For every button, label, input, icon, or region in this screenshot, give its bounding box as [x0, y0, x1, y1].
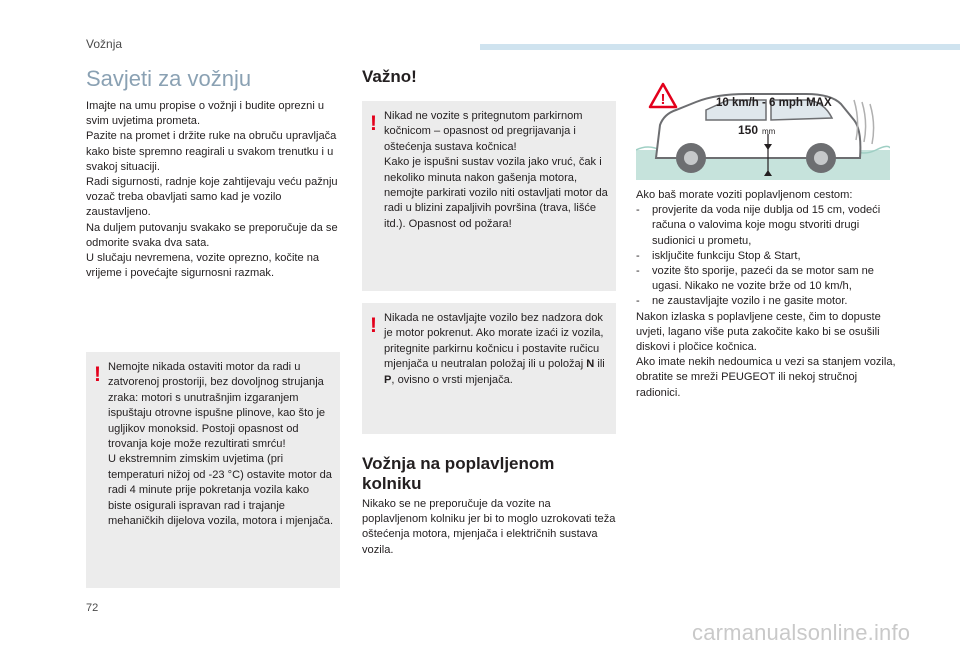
- warning-exclamation-icon: !: [94, 363, 101, 386]
- warning-paragraph: Nikad ne vozite s pritegnutom parkirnom kočnicom – opasnost od pregrijavanja i oštećenja sustava kočnica!: [384, 110, 583, 153]
- warning-box-unattended: [362, 303, 616, 434]
- speed-label: 10 km/h - 6 mph MAX: [716, 97, 832, 109]
- intro-paragraph: Imajte na umu propise o vožnji i budite oprezni u svim uvjetima prometa.: [86, 100, 325, 128]
- instructions-paragraph: Nakon izlaska s poplavljene ceste, čim to dopuste uvjeti, lagano više puta zakočite kako bi se osušili diskovi i pločice kočnica.: [636, 310, 881, 354]
- flooded-paragraph: Nikako se ne preporučuje da vozite na poplavljenom kolniku jer bi to moglo uzrokovati teža oštećenja motora, mjenjača i električnih sustava vozila.: [362, 498, 616, 556]
- intro-paragraph: Pazite na promet i držite ruke na obruču upravljača kako biste spremno reagirali u svakom trenutku i u svakoj situaciji.: [86, 130, 337, 173]
- warning-box-parking-brake: [362, 101, 616, 291]
- svg-text:!: !: [660, 91, 666, 108]
- watermark: carmanualsonline.info: [692, 620, 911, 645]
- warning-exclamation-icon: !: [370, 112, 377, 135]
- list-item: - isključite funkciju Stop & Start,: [636, 249, 801, 262]
- intro-text: [86, 99, 342, 281]
- warning-paragraph: Nikada ne ostavljajte vozilo bez nadzora dok je motor pokrenut. Ako morate izaći iz vozila, pritegnite parkirnu kočnicu i postavite ručicu mjenjača u neutralan položaj ili u položaj N ili P, ovisno o vrsti mjenjača.: [384, 312, 605, 386]
- instructions-paragraph: Ako imate nekih nedoumica u vezi sa stanjem vozila, obratite se mreži PEUGEOT ili nekoj stručnoj radionici.: [636, 356, 896, 399]
- warning-paragraph: Kako je ispušni sustav vozila jako vruć, čak i nekoliko minuta nakon gašenja motora, nemojte parkirati vozilo niti ostavljati motor da radi u blizini zapaljivih površina (trava, lišće itd.). Opasnost od požara!: [384, 156, 608, 230]
- list-item: - provjerite da voda nije dublja od 15 cm, vodeći računa o valovima koje mogu stvoriti drugi sudionici u prometu,: [636, 204, 881, 247]
- list-item: - ne zaustavljajte vozilo i ne gasite motor.: [636, 295, 848, 308]
- gear-n: N: [586, 358, 595, 371]
- instructions-list: [636, 203, 898, 309]
- warning-text: [384, 109, 610, 232]
- depth-value: 150: [737, 123, 758, 137]
- header-bar: [480, 44, 960, 50]
- important-title: Važno!: [362, 67, 417, 86]
- warning-box-engine: [86, 352, 340, 588]
- flooded-road-text: [362, 497, 616, 558]
- motion-lines: [854, 100, 874, 144]
- page-number: 72: [86, 602, 99, 614]
- intro-paragraph: U slučaju nevremena, vozite oprezno, kočite na vrijeme i povećajte sigurnosni razmak.: [86, 252, 320, 280]
- intro-paragraph: Na duljem putovanju svakako se preporučuje da se odmorite svaka dva sata.: [86, 221, 338, 249]
- section-title: Savjeti za vožnju: [86, 66, 252, 91]
- warning-exclamation-icon: !: [370, 314, 377, 337]
- warning-paragraph: U ekstremnim zimskim uvjetima (pri temperaturi nižoj od -23 °C) ostavite motor da radi 4 minute prije pokretanja vozila kako biste osigurali ispravan rad i trajanje mehaničkih dijelova vozila, motora i mjenjača.: [108, 453, 334, 528]
- chapter-label: Vožnja: [86, 37, 123, 51]
- depth-unit: mm: [762, 127, 776, 136]
- warning-text: [108, 360, 334, 529]
- flooded-road-instructions: [636, 188, 898, 401]
- instructions-lead: Ako baš morate voziti poplavljenom cestom:: [636, 189, 853, 201]
- warning-text: [384, 311, 610, 388]
- flooded-road-title: Vožnja na poplavljenom kolniku: [362, 454, 555, 493]
- gear-p: P: [384, 373, 392, 386]
- list-item: - vozite što sporije, pazeći da se motor sam ne ugasi. Nikako ne vozite brže od 10 km/h,: [636, 265, 874, 293]
- warning-paragraph: Nemojte nikada ostaviti motor da radi u zatvorenoj prostoriji, bez dovoljnog strujanja zraka: motori s unutrašnjim izgaranjem ispuštaju otrovne ispušne plinove, kao što je ugljikov monoksid. Postoji opasnost od trovanja koje može rezultirati smrću!: [108, 361, 326, 451]
- intro-paragraph: Radi sigurnosti, radnje koje zahtijevaju veću pažnju vozač treba obavljati samo kad je vozilo zaustavljeno.: [86, 176, 338, 219]
- flooded-road-illustration: [636, 80, 890, 180]
